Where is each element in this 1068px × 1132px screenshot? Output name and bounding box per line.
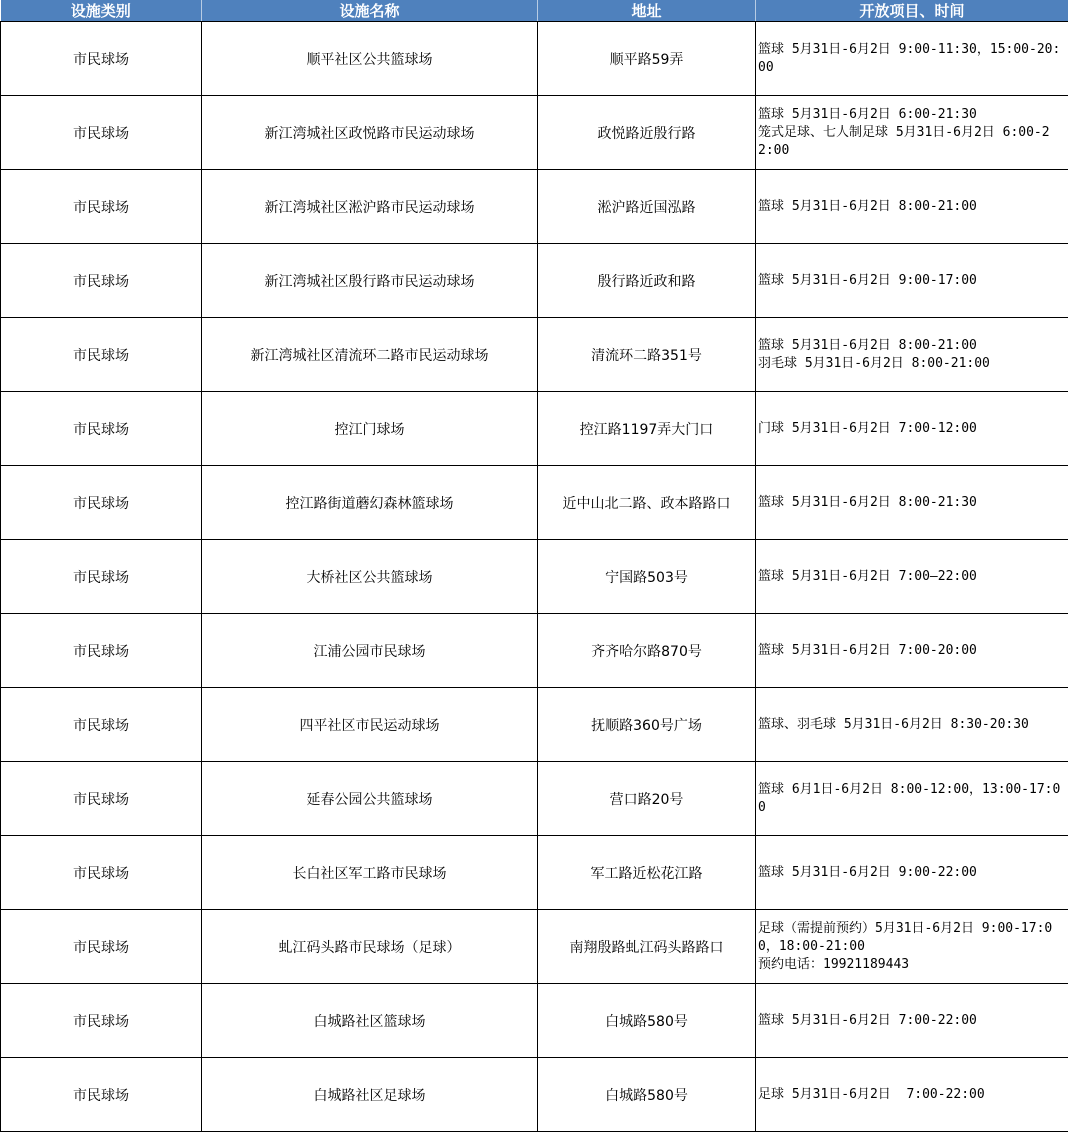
cell-schedule [756, 540, 1068, 614]
table-row [1, 688, 1068, 762]
table-row [1, 244, 1068, 318]
cell-schedule [756, 96, 1068, 170]
cell-category: 市民球场 [1, 836, 202, 910]
cell-category: 市民球场 [1, 96, 202, 170]
cell-schedule [756, 688, 1068, 762]
cell-name: 新江湾城社区清流环二路市民运动球场 [202, 318, 538, 392]
header-category: 设施类别 [1, 0, 202, 22]
cell-name: 大桥社区公共篮球场 [202, 540, 538, 614]
schedule-line: 篮球、羽毛球 5月31日-6月2日 8:30-20:30 [758, 716, 1065, 734]
cell-address: 顺平路59弄 [538, 22, 756, 96]
cell-schedule [756, 984, 1068, 1058]
schedule-line: 篮球 5月31日-6月2日 7:00-20:00 [758, 642, 1065, 660]
cell-name: 新江湾城社区政悦路市民运动球场 [202, 96, 538, 170]
cell-schedule [756, 466, 1068, 540]
cell-category: 市民球场 [1, 392, 202, 466]
table-header-row [1, 0, 1068, 22]
cell-address: 近中山北二路、政本路路口 [538, 466, 756, 540]
schedule-line: 预约电话：19921189443 [758, 956, 1065, 974]
schedule-line: 篮球 5月31日-6月2日 8:00-21:30 [758, 494, 1065, 512]
cell-name: 新江湾城社区淞沪路市民运动球场 [202, 170, 538, 244]
cell-schedule [756, 318, 1068, 392]
cell-category: 市民球场 [1, 318, 202, 392]
cell-name: 四平社区市民运动球场 [202, 688, 538, 762]
cell-name: 白城路社区篮球场 [202, 984, 538, 1058]
schedule-line: 篮球 5月31日-6月2日 8:00-21:00 [758, 337, 1065, 355]
cell-address: 营口路20号 [538, 762, 756, 836]
cell-schedule [756, 244, 1068, 318]
cell-name: 延春公园公共篮球场 [202, 762, 538, 836]
cell-name: 虬江码头路市民球场（足球） [202, 910, 538, 984]
table-row [1, 22, 1068, 96]
cell-schedule [756, 392, 1068, 466]
cell-address: 白城路580号 [538, 984, 756, 1058]
schedule-line: 篮球 5月31日-6月2日 8:00-21:00 [758, 198, 1065, 216]
schedule-line: 篮球 5月31日-6月2日 9:00-17:00 [758, 272, 1065, 290]
schedule-line: 足球（需提前预约）5月31日-6月2日 9:00-17:00，18:00-21:00 [758, 920, 1065, 956]
table-row [1, 466, 1068, 540]
table-row [1, 96, 1068, 170]
schedule-line: 羽毛球 5月31日-6月2日 8:00-21:00 [758, 355, 1065, 373]
header-schedule: 开放项目、时间 [756, 0, 1068, 22]
header-name: 设施名称 [202, 0, 538, 22]
table-row [1, 392, 1068, 466]
table-row [1, 836, 1068, 910]
cell-address: 殷行路近政和路 [538, 244, 756, 318]
schedule-line: 篮球 5月31日-6月2日 7:00—22:00 [758, 568, 1065, 586]
cell-schedule [756, 170, 1068, 244]
cell-name: 控江路街道蘑幻森林篮球场 [202, 466, 538, 540]
schedule-line: 篮球 6月1日-6月2日 8:00-12:00，13:00-17:00 [758, 781, 1065, 817]
table-row [1, 318, 1068, 392]
cell-category: 市民球场 [1, 614, 202, 688]
table-row [1, 984, 1068, 1058]
cell-address: 清流环二路351号 [538, 318, 756, 392]
cell-schedule [756, 762, 1068, 836]
cell-category: 市民球场 [1, 1058, 202, 1132]
cell-name: 顺平社区公共篮球场 [202, 22, 538, 96]
schedule-line: 篮球 5月31日-6月2日 9:00-11:30，15:00-20:00 [758, 41, 1065, 77]
cell-category: 市民球场 [1, 244, 202, 318]
cell-address: 齐齐哈尔路870号 [538, 614, 756, 688]
cell-address: 军工路近松花江路 [538, 836, 756, 910]
cell-name: 新江湾城社区殷行路市民运动球场 [202, 244, 538, 318]
cell-schedule [756, 836, 1068, 910]
cell-address: 抚顺路360号广场 [538, 688, 756, 762]
cell-category: 市民球场 [1, 540, 202, 614]
cell-address: 控江路1197弄大门口 [538, 392, 756, 466]
cell-schedule [756, 22, 1068, 96]
schedule-line: 门球 5月31日-6月2日 7:00-12:00 [758, 420, 1065, 438]
cell-name: 控江门球场 [202, 392, 538, 466]
schedule-line: 笼式足球、七人制足球 5月31日-6月2日 6:00-22:00 [758, 124, 1065, 160]
cell-name: 白城路社区足球场 [202, 1058, 538, 1132]
cell-category: 市民球场 [1, 22, 202, 96]
cell-category: 市民球场 [1, 910, 202, 984]
table-row [1, 170, 1068, 244]
cell-category: 市民球场 [1, 170, 202, 244]
schedule-line: 篮球 5月31日-6月2日 7:00-22:00 [758, 1012, 1065, 1030]
cell-schedule [756, 614, 1068, 688]
cell-category: 市民球场 [1, 762, 202, 836]
cell-address: 宁国路503号 [538, 540, 756, 614]
cell-name: 江浦公园市民球场 [202, 614, 538, 688]
schedule-line: 足球 5月31日-6月2日 7:00-22:00 [758, 1086, 1065, 1104]
table-row [1, 762, 1068, 836]
schedule-line: 篮球 5月31日-6月2日 6:00-21:30 [758, 106, 1065, 124]
table-row [1, 910, 1068, 984]
table-body [1, 22, 1068, 1132]
cell-category: 市民球场 [1, 466, 202, 540]
table-row [1, 614, 1068, 688]
schedule-line: 篮球 5月31日-6月2日 9:00-22:00 [758, 864, 1065, 882]
cell-address: 政悦路近殷行路 [538, 96, 756, 170]
cell-address: 淞沪路近国泓路 [538, 170, 756, 244]
cell-address: 白城路580号 [538, 1058, 756, 1132]
header-address: 地址 [538, 0, 756, 22]
cell-name: 长白社区军工路市民球场 [202, 836, 538, 910]
cell-category: 市民球场 [1, 984, 202, 1058]
cell-category: 市民球场 [1, 688, 202, 762]
table-row [1, 1058, 1068, 1132]
cell-address: 南翔殷路虬江码头路路口 [538, 910, 756, 984]
table-row [1, 540, 1068, 614]
cell-schedule [756, 910, 1068, 984]
cell-schedule [756, 1058, 1068, 1132]
